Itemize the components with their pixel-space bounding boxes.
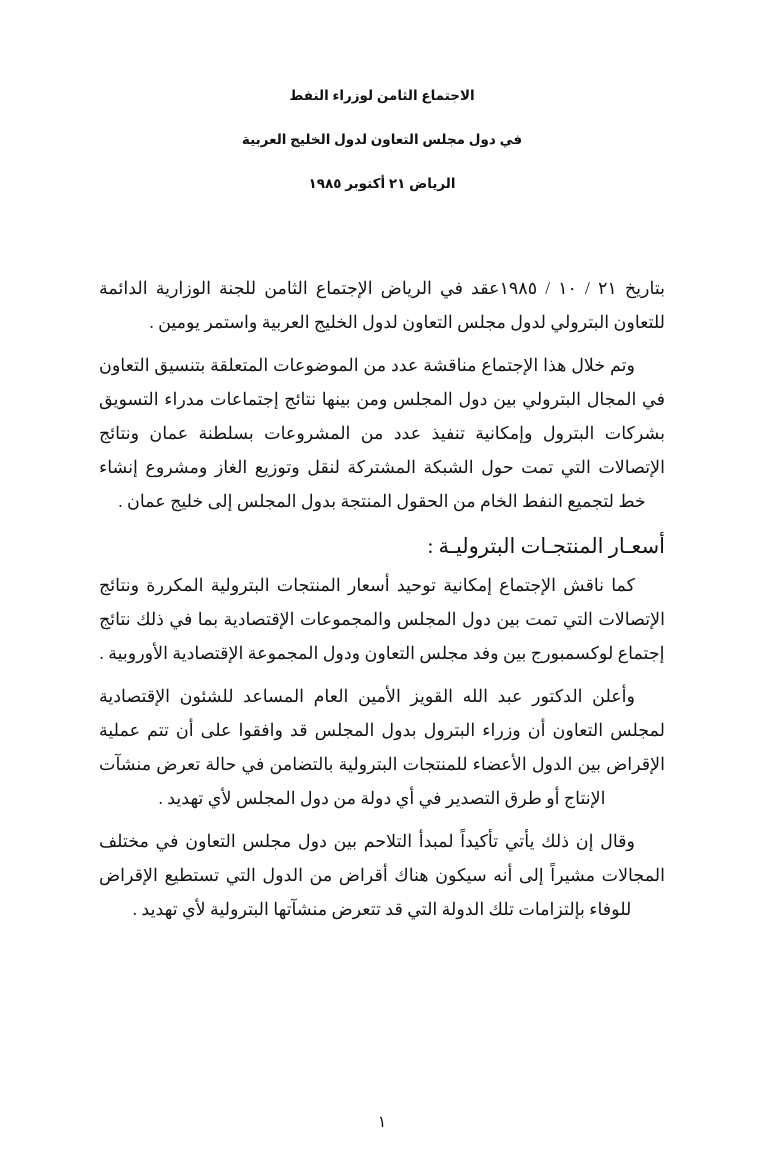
paragraph-2: وتم خلال هذا الإجتماع مناقشة عدد من الموضوعات المتعلقة بتنسيق التعاون في المجال البترولي بين دول المجلس ومن بينها نتائج إجتماعات مدراء التسويق بشركات البترول وإمكانية تنفيذ عدد من المشروعات بسلطنة عمان ونتائج الإتصالات التي تمت حول الشبكة المشتركة لنقل وتوزيع الغاز ومشروع إنشاء خط لتجميع النفط الخام من الحقول المنتجة بدول المجلس إلى خليج عمان . [99, 354, 665, 511]
heading-line-title: الاجتماع الثامن لوزراء النفط [289, 88, 475, 103]
paragraph-3: كما ناقش الإجتماع إمكانية توحيد أسعار المنتجات البترولية المكررة ونتائج الإتصالات التي تمت بين دول المجلس والمجموعات الإقتصادية بما في ذلك نتائج إجتماع لوكسمبورج بين وفد مجلس التعاون ودول المجموعة الإقتصادية الأوروبية . [99, 574, 665, 663]
paragraph-1: بتاريخ ٢١ / ١٠ / ١٩٨٥عقد في الرياض الإجتماع الثامن للجنة الوزارية الدائمة للتعاون البترولي لدول مجلس التعاون لدول الخليج العربية واستمر يومين . [99, 277, 665, 332]
heading-line-date: الرياض ٢١ أكتوبر ١٩٨٥ [308, 176, 456, 192]
document-page [0, 88, 764, 1170]
document-body [99, 271, 665, 926]
paragraph-5: وقال إن ذلك يأتي تأكيداً لمبدأ التلاحم بين دول مجلس التعاون في مختلف المجالات مشيراً إلى أنه سيكون هناك أقراض من الدول التي تستطيع الإقراض للوفاء بإلتزامات تلك الدولة التي قد تتعرض منشآتها البترولية لأي تهديد . [99, 830, 665, 919]
paragraph-4: وأعلن الدكتور عبد الله القويز الأمين العام المساعد للشئون الإقتصادية لمجلس التعاون أن وزراء البترول بدول المجلس قد وافقوا على أن تتم عملية الإقراض بين الدول الأعضاء للمنتجات البترولية بالتضامن في حالة تعرض منشآت الإنتاج أو طرق التصدير في أي دولة من دول المجلس لأي تهديد . [99, 685, 665, 808]
page-number: ١ [377, 1114, 387, 1131]
section-title-petroleum-prices: أسعـار المنتجـات البتروليـة : [427, 533, 665, 558]
heading-line-subtitle: في دول مجلس التعاون لدول الخليج العربية [241, 132, 523, 148]
document-heading [0, 88, 764, 193]
